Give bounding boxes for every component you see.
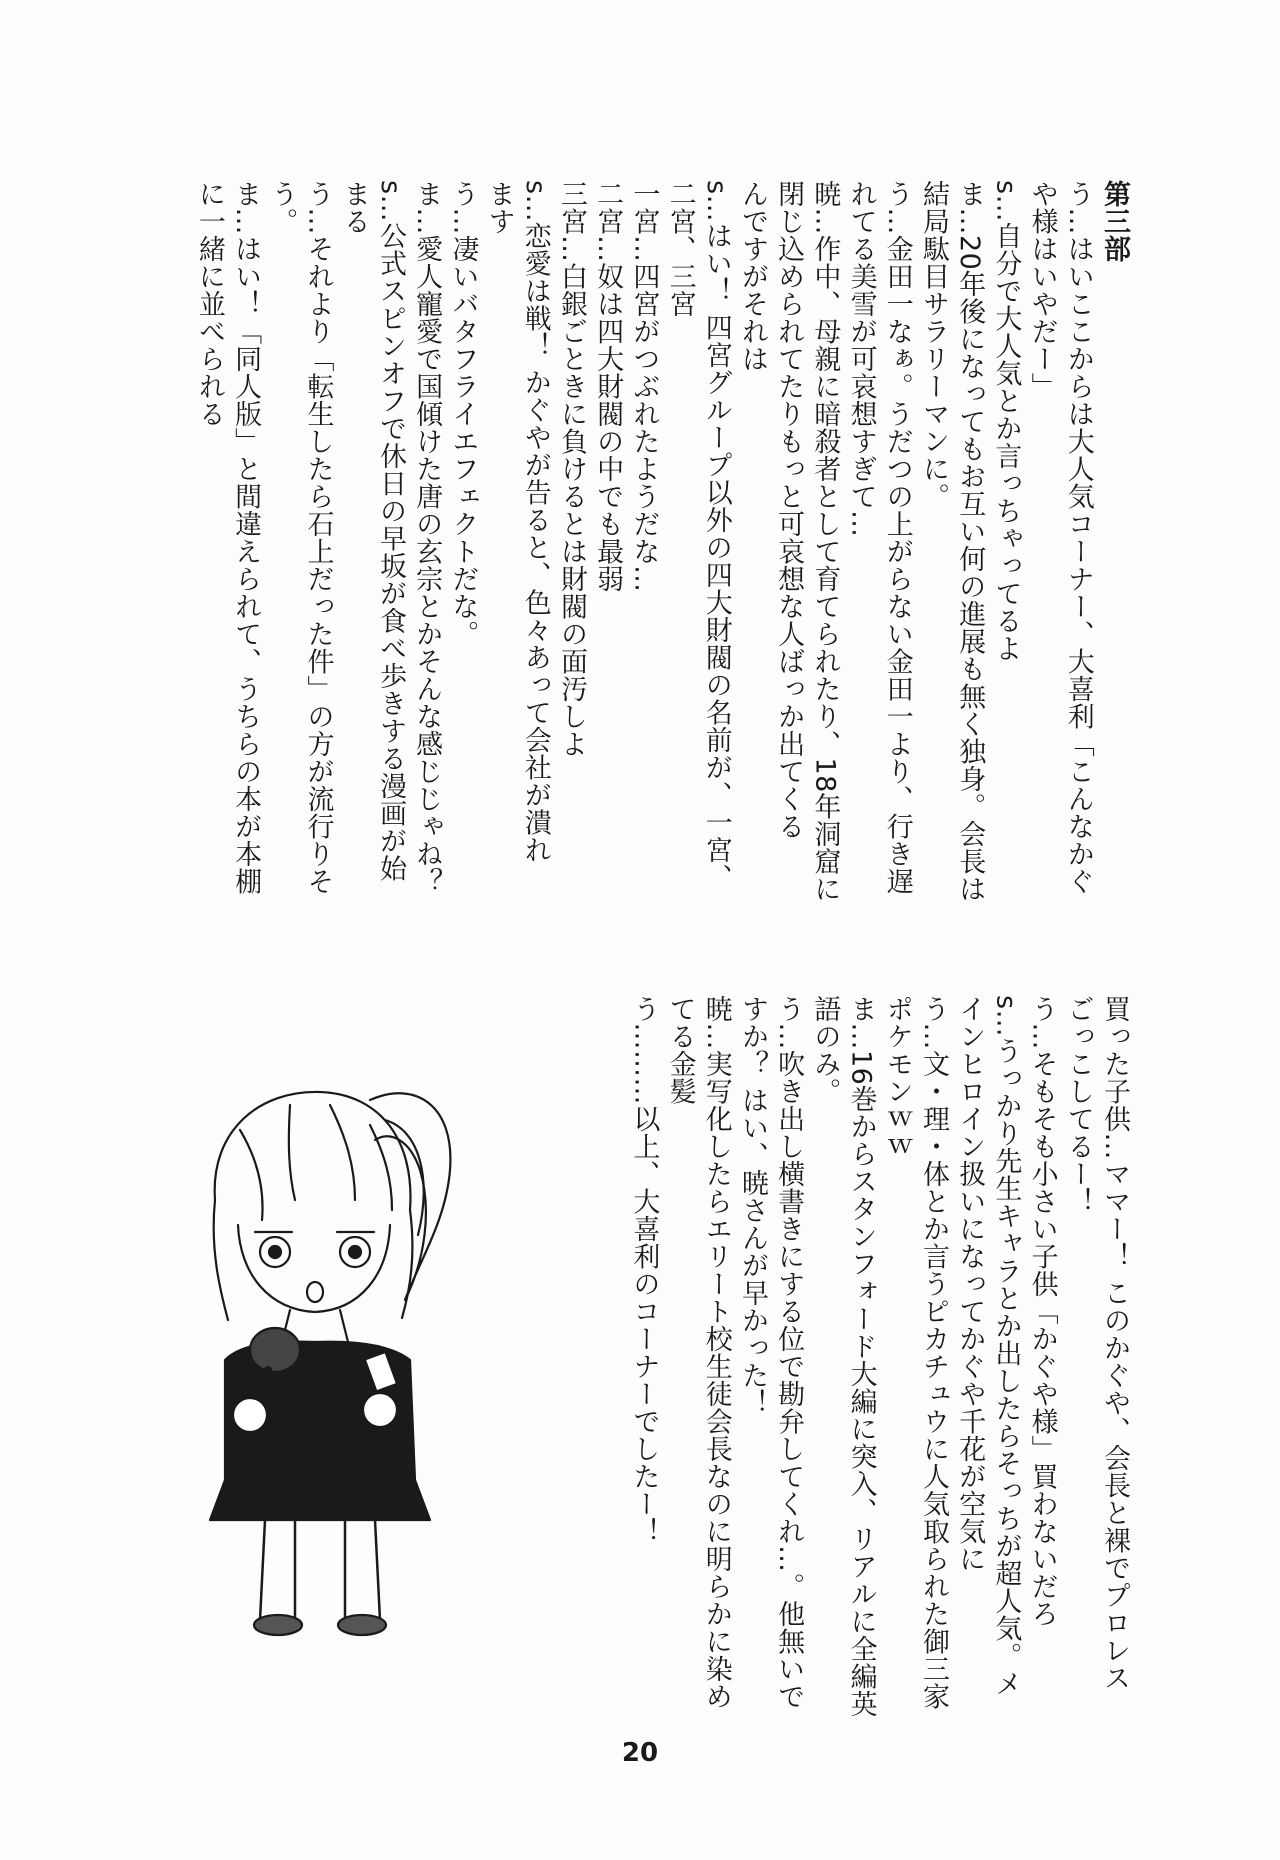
dialogue-line: れてる美雪が可哀想すぎて… [845, 180, 877, 538]
dialogue-block-top [191, 180, 1132, 940]
dialogue-line: う…凄いバタフライエフェクトだな。 [447, 180, 479, 648]
dialogue-line: ます [483, 180, 515, 235]
character-illustration [170, 1060, 490, 1640]
dialogue-line: 閉じ込められてたりもっと可哀想な人ばっか出てくる [773, 180, 805, 840]
dialogue-line: 三宮…白銀ごときに負けるとは財閥の面汚しよ [555, 180, 587, 758]
dialogue-line: 二宮…奴は四大財閥の中でも最弱 [592, 180, 624, 593]
dialogue-line: 結局駄目サラリーマンに。 [917, 180, 949, 510]
dialogue-line: s…公式スピンオフで休日の早坂が食べ歩きする漫画が始 [374, 180, 406, 883]
dialogue-line: ま…はい！「同人版」と間違えられて、うちらの本が本棚 [230, 180, 262, 895]
dialogue-line: s…恋愛は戦！ かぐやが告ると、色々あって会社が潰れ [519, 180, 551, 864]
page-number: 20 [621, 1738, 659, 1768]
dialogue-line: ま…20年後になってもお互い何の進展も無く独身。会長は [954, 180, 986, 903]
dialogue-line: 暁…実写化したらエリート校生徒会長なのに明らかに染め [700, 995, 732, 1710]
dialogue-line: う…文・理・体とか言うピカチュウに人気取られた御三家 [917, 995, 949, 1710]
dialogue-line: すか？ はい、暁さんが早かった！ [736, 995, 768, 1417]
dialogue-line: う…吹き出し横書きにする位で勘弁してくれ…。他無いで [773, 995, 805, 1710]
dialogue-line: s…うっかり先生キャラとか出したらそっちが超人気。メ [990, 995, 1022, 1698]
dialogue-line: んですがそれは [736, 180, 768, 373]
dialogue-line: に一緒に並べられる [193, 180, 225, 428]
dialogue-line: う…はいここからは大人気コーナー、大喜利「こんなかぐ [1062, 180, 1094, 895]
dialogue-line: ポケモンｗｗ [881, 995, 913, 1160]
dialogue-line: う。 [266, 180, 298, 235]
dialogue-line: う…それより「転生したら石上だった件」の方が流行りそ [302, 180, 334, 895]
section-title: 第三部 [1099, 180, 1130, 263]
dialogue-line: s…はい！ 四宮グループ以外の四大財閥の名前が、一宮、 [700, 180, 732, 892]
dialogue-block-bottom [625, 995, 1132, 1718]
dialogue-line: う………以上、大喜利のコーナーでしたー！ [628, 995, 660, 1545]
dialogue-line: ま…16巻からスタンフォード大編に突入、リアルに全編英 [845, 995, 877, 1718]
dialogue-line: や様はいやだー」 [1026, 180, 1058, 400]
dialogue-line: てる金髪 [664, 995, 696, 1105]
dialogue-line: う…そもそも小さい子供「かぐや様」買わないだろ [1026, 995, 1058, 1628]
dialogue-line: 語のみ。 [809, 995, 841, 1105]
dialogue-line: インヒロイン扱いになってかぐや千花が空気に [954, 995, 986, 1573]
dialogue-line: 買った子供…ママー！ このかぐや、会長と裸でプロレス [1099, 995, 1130, 1692]
dialogue-line: ごっこしてるー！ [1062, 995, 1094, 1215]
dialogue-line: 一宮…四宮がつぶれたようだな… [628, 180, 660, 593]
dialogue-line: まる [338, 180, 370, 235]
dialogue-line: 二宮、三宮 [664, 180, 696, 318]
dialogue-line: s…自分で大人気とか言っちゃってるよ [990, 180, 1022, 663]
dialogue-line: う…金田一なぁ。うだつの上がらない金田一より、行き遅 [881, 180, 913, 895]
dialogue-line: 暁…作中、母親に暗殺者として育てられたり、18年洞窟に [809, 180, 841, 903]
dialogue-line: ま…愛人寵愛で国傾けた唐の玄宗とかそんな感じじゃね？ [411, 180, 443, 895]
